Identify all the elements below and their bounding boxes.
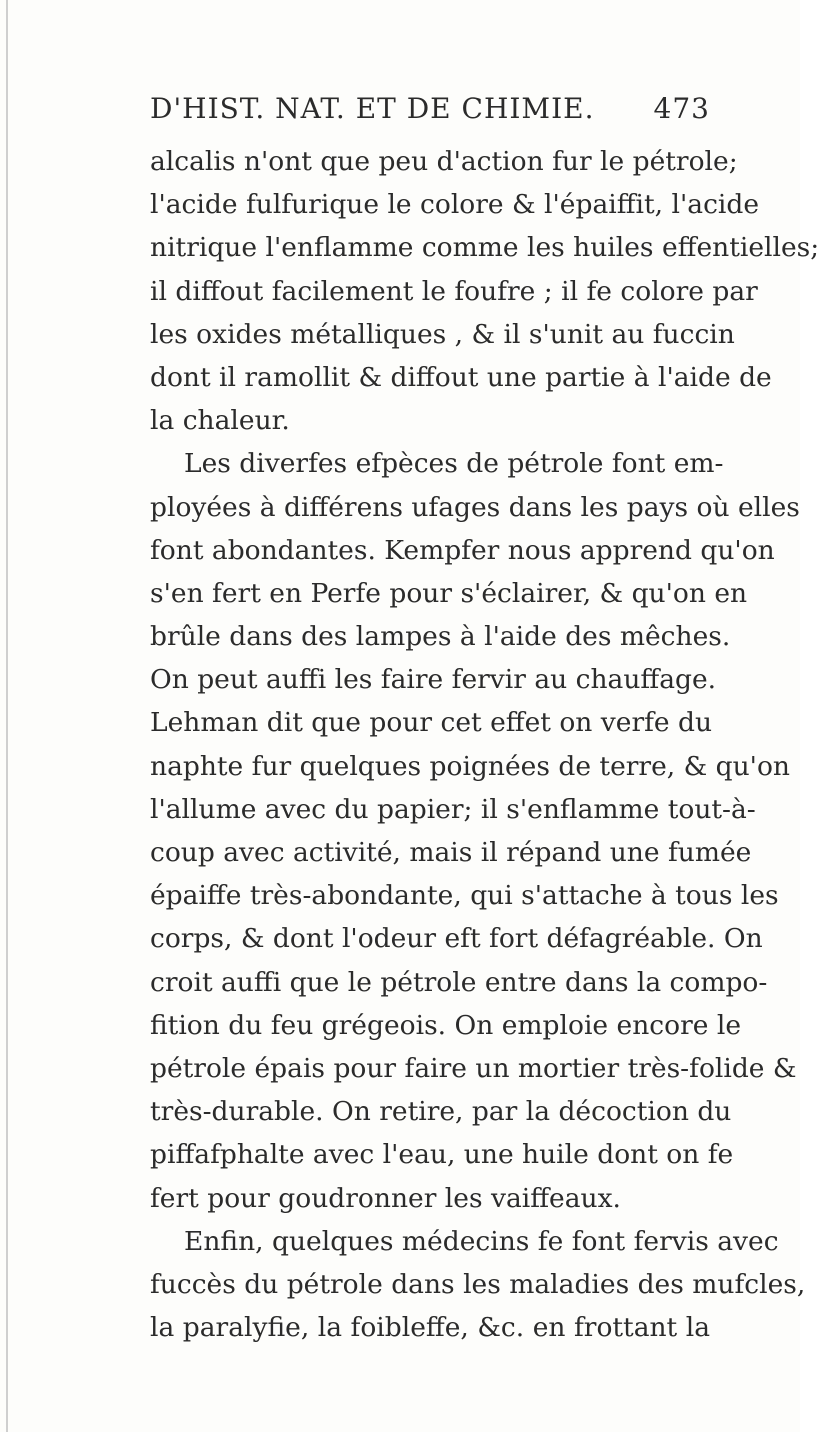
text-line: brûle dans des lampes à l'aide des mêches. bbox=[150, 621, 731, 653]
text-line: alcalis n'ont que peu d'action fur le pétrole; bbox=[150, 146, 738, 177]
text-line: fuccès du pétrole dans les maladies des mufcles, bbox=[150, 1268, 806, 1300]
running-header bbox=[150, 92, 710, 132]
text-line: la chaleur. bbox=[150, 405, 290, 437]
text-line: la paralyfie, la foibleffe, &c. en frottant la bbox=[150, 1312, 710, 1344]
text-line: très-durable. On retire, par la décoction du bbox=[150, 1096, 732, 1128]
text-line: fition du feu grégeois. On emploie encore le bbox=[150, 1009, 741, 1041]
text-line: il diffout facilement le foufre ; il fe colore par bbox=[150, 275, 758, 307]
text-line: l'acide fulfurique le colore & l'épaiffit, l'acide bbox=[150, 189, 760, 221]
text-line: les oxides métalliques , & il s'unit au fuccin bbox=[150, 318, 735, 350]
text-line: épaiffe très-abondante, qui s'attache à tous les bbox=[150, 880, 779, 912]
page-number: 473 bbox=[653, 92, 710, 125]
binding-edge bbox=[6, 0, 8, 1432]
text-line: s'en fert en Perfe pour s'éclairer, & qu'on en bbox=[150, 577, 748, 609]
text-line: dont il ramollit & diffout une partie à l'aide de bbox=[150, 361, 772, 393]
text-line: font abondantes. Kempfer nous apprend qu'on bbox=[150, 534, 775, 566]
text-line: piffafphalte avec l'eau, une huile dont on fe bbox=[150, 1139, 734, 1171]
text-line: fert pour goudronner les vaiffeaux. bbox=[150, 1182, 621, 1214]
body-text bbox=[150, 140, 819, 1349]
text-line: naphte fur quelques poignées de terre, & qu'on bbox=[150, 750, 790, 782]
text-line: On peut auffi les faire fervir au chauffage. bbox=[150, 664, 717, 696]
text-line: pétrole épais pour faire un mortier très-folide & bbox=[150, 1052, 797, 1084]
text-line: coup avec activité, mais il répand une fumée bbox=[150, 837, 752, 868]
text-line: Lehman dit que pour cet effet on verfe du bbox=[150, 707, 713, 739]
text-line: ployées à différens ufages dans les pays où elles bbox=[150, 491, 800, 523]
text-line: corps, & dont l'odeur eft fort défagréable. On bbox=[150, 923, 763, 955]
running-title: D'HIST. NAT. ET DE CHIMIE. bbox=[150, 92, 595, 125]
paragraph-start-line: Enfin, quelques médecins fe font fervis avec bbox=[184, 1225, 779, 1257]
paragraph-start-line: Les diverfes efpèces de pétrole font em- bbox=[184, 448, 724, 480]
text-line: nitrique l'enflamme comme les huiles effentielles; bbox=[150, 232, 819, 264]
text-line: l'allume avec du papier; il s'enflamme tout-à- bbox=[150, 793, 756, 825]
text-line: croit auffi que le pétrole entre dans la compo- bbox=[150, 966, 768, 998]
